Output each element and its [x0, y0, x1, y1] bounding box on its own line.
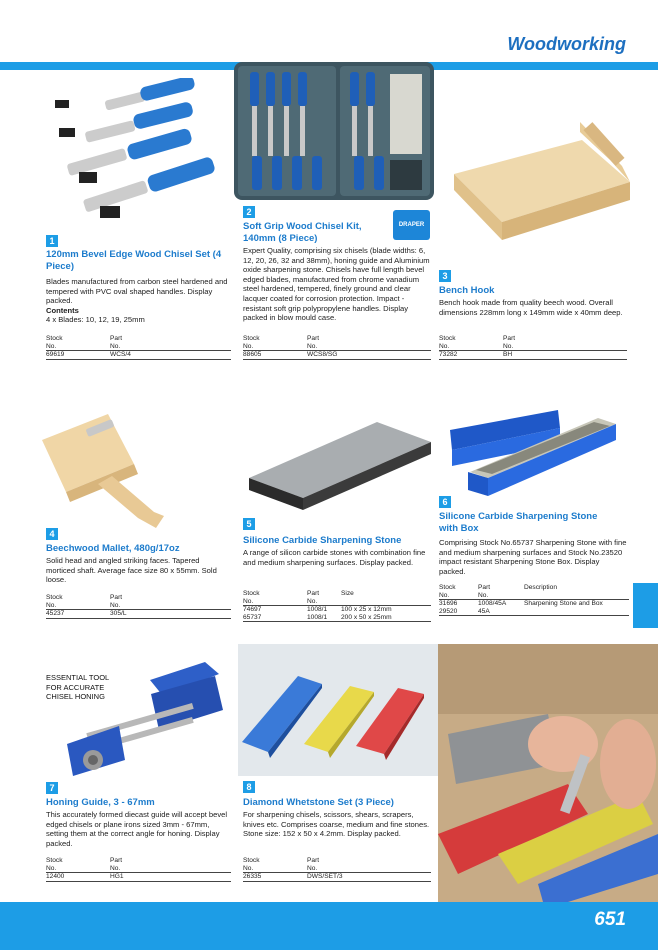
part-no: BH — [503, 351, 627, 360]
table-row — [243, 606, 431, 614]
part-no: 1008/1 — [307, 614, 341, 622]
part-no: WCS8/SG — [307, 351, 431, 360]
stock-no: 73282 — [439, 351, 503, 360]
col-header: No. — [439, 592, 478, 600]
product-description: Solid head and angled striking faces. Tapered morticed shaft. Average face size 80 x 55mm. Sold loose. — [46, 556, 217, 585]
col-header: No. — [110, 865, 231, 873]
page-number: 651 — [594, 909, 626, 930]
product-description: Comprising Stock No.65737 Sharpening Stone with fine and medium sharpening surfaces and Stock No.23520 impact resistant Sharpening Stone Box. Display packed. — [439, 538, 627, 576]
part-no: 45A — [478, 608, 524, 616]
product-description: This accurately formed diecast guide will accept bevel edged chisels or plane irons sized 3mm - 67mm, setting them at the correct angle for honing. Display packed. — [46, 810, 228, 848]
stock-no: 26335 — [243, 873, 307, 882]
honing-guide-image — [55, 660, 235, 780]
col-header: No. — [110, 602, 231, 610]
product-title: Beechwood Mallet, 480g/17oz — [46, 543, 180, 554]
sharpening-stone-image — [245, 420, 435, 512]
part-no: HG1 — [110, 873, 231, 882]
chisel-set-image — [45, 78, 225, 228]
contents-label: Contents — [46, 305, 79, 315]
col-header: No. — [307, 343, 431, 351]
draper-logo — [393, 210, 430, 240]
product-title: Soft Grip Wood Chisel Kit, 140mm (8 Piece) — [243, 221, 362, 244]
col-header: No. — [46, 602, 110, 610]
col-header: Stock — [439, 584, 456, 591]
col-header: Part — [503, 335, 516, 342]
note-line: CHISEL HONING — [46, 692, 105, 701]
col-header: No. — [478, 592, 524, 600]
col-header: No. — [439, 343, 503, 351]
product-number-badge: 4 — [46, 528, 58, 540]
product-description: For sharpening chisels, scissors, shears, scrapers, knives etc. Comprises coarse, medium and fine stones. Stone size: 152 x 50 x 4.2mm. Display packed. — [243, 810, 430, 839]
product-number-badge: 6 — [439, 496, 451, 508]
col-header: Part — [307, 857, 320, 864]
product-title: Bench Hook — [439, 285, 495, 296]
part-no: WCS/4 — [110, 351, 231, 360]
table-row — [46, 610, 231, 619]
chisel-kit-case-image — [232, 60, 437, 205]
stock-table — [46, 594, 231, 619]
part-no: 1008/45A — [478, 600, 507, 608]
col-header: Size — [341, 590, 354, 597]
col-header: No. — [110, 343, 231, 351]
stock-no: 65737 — [243, 614, 307, 622]
stock-table — [46, 335, 231, 360]
bench-hook-image — [452, 118, 642, 258]
stock-table — [243, 335, 431, 360]
stock-table — [46, 857, 231, 882]
table-row — [46, 351, 231, 360]
table-row — [243, 873, 431, 882]
part-no: 1008/1 — [307, 606, 328, 614]
contents-text: 4 x Blades: 10, 12, 19, 25mm — [46, 315, 145, 325]
product-title: Silicone Carbide Sharpening Stone — [243, 535, 402, 546]
col-header: Part — [307, 590, 320, 597]
stock-no: 31696 — [439, 600, 458, 608]
part-no: DWS/SET/3 — [307, 873, 431, 882]
product-number-badge: 7 — [46, 782, 58, 794]
col-header: No. — [243, 865, 307, 873]
product-title: Silicone Carbide Sharpening Stone with Box — [439, 511, 598, 534]
col-header: Part — [110, 594, 123, 601]
col-header: Stock — [439, 335, 456, 342]
stock-no: 45237 — [46, 610, 110, 619]
product-title: Honing Guide, 3 - 67mm — [46, 797, 155, 808]
col-header: Stock — [46, 335, 63, 342]
col-header: Part — [110, 335, 123, 342]
description-value: Sharpening Stone and Box — [524, 600, 603, 608]
product-description — [46, 277, 229, 325]
footer-bar — [0, 902, 658, 950]
table-row — [439, 600, 629, 608]
col-header: Stock — [243, 857, 260, 864]
col-header: Part — [478, 584, 491, 591]
table-row — [243, 351, 431, 360]
mallet-image — [38, 412, 168, 530]
table-row — [439, 608, 629, 616]
stock-table — [243, 857, 431, 882]
col-header: Stock — [243, 335, 260, 342]
product-title: 120mm Bevel Edge Wood Chisel Set (4 Piece) — [46, 249, 222, 272]
col-header: No. — [503, 343, 627, 351]
table-row — [243, 614, 431, 622]
part-no: 305/L — [110, 610, 231, 619]
stock-no: 74697 — [243, 606, 262, 614]
description-text: Blades manufactured from carbon steel hardened and tempered with PVC oval shaped handles. Display packed. — [46, 277, 228, 306]
size-value: 100 x 25 x 12mm — [341, 606, 392, 614]
product-number-badge: 3 — [439, 270, 451, 282]
stock-no: 88605 — [243, 351, 307, 360]
col-header: Stock — [46, 594, 63, 601]
stock-table — [439, 584, 629, 616]
col-header: Description — [524, 584, 557, 591]
col-header: No. — [307, 865, 431, 873]
description-value — [524, 608, 629, 616]
table-row — [46, 873, 231, 882]
product-number-badge: 1 — [46, 235, 58, 247]
diamond-whetstone-image — [238, 660, 438, 770]
col-header: Stock — [243, 590, 260, 597]
product-description: A range of silicon carbide stones with combination fine and medium sharpening surfaces. Display packed. — [243, 548, 426, 567]
col-header: Stock — [46, 857, 63, 864]
col-header: No. — [307, 598, 341, 606]
table-row — [439, 351, 627, 360]
side-tab — [633, 583, 658, 628]
stock-no: 29520 — [439, 608, 478, 616]
product-number-badge: 8 — [243, 781, 255, 793]
note-line: ESSENTIAL TOOL — [46, 673, 110, 682]
product-title: Diamond Whetstone Set (3 Piece) — [243, 797, 394, 808]
col-header: No. — [243, 343, 307, 351]
stone-with-box-image — [448, 408, 618, 500]
size-value: 200 x 50 x 25mm — [341, 614, 431, 622]
stock-table — [439, 335, 627, 360]
product-description: Expert Quality, comprising six chisels (blade widths: 6, 12, 20, 26, 32 and 38mm), honing guide and Aluminium oxide sharpening stone. Chisels have full length bevel edged blades, manufactured from chrome vanadium steel hardened, tempered, finely ground and clear lacquer coated for corrosion protection. Impact - resistant soft grip polypropylene handles. Display packed in blow mould case. — [243, 246, 430, 323]
stock-no: 69619 — [46, 351, 110, 360]
col-header: No. — [243, 598, 307, 606]
stock-table — [243, 590, 431, 622]
product-number-badge: 5 — [243, 518, 255, 530]
logo-text: DRAPER — [398, 222, 425, 228]
col-header: Part — [110, 857, 123, 864]
col-header: No. — [46, 343, 110, 351]
product-description: Bench hook made from quality beech wood. Overall dimensions 228mm long x 149mm wide x 40mm deep. — [439, 298, 623, 317]
col-header: Part — [307, 335, 320, 342]
stock-no: 12400 — [46, 873, 110, 882]
usage-photo — [438, 644, 658, 902]
section-title: Woodworking — [507, 34, 626, 54]
note-line: FOR ACCURATE — [46, 682, 105, 692]
col-header: No. — [46, 865, 110, 873]
product-number-badge: 2 — [243, 206, 255, 218]
